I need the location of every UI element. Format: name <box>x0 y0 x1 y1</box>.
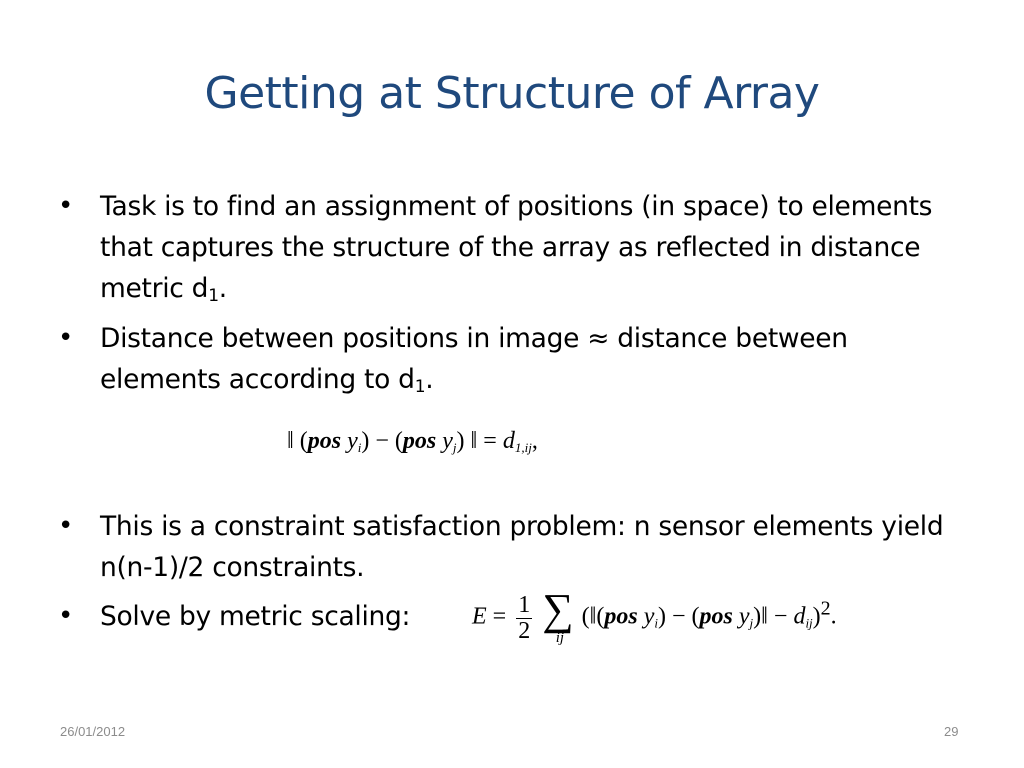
bullet-3 <box>58 506 970 588</box>
bullet-dot: • <box>58 601 74 631</box>
bullet-2-text: Distance between positions in image ≈ distance between elements according to d <box>100 323 848 395</box>
bullet-1-tail: . <box>218 273 227 304</box>
bullet-dot: • <box>58 323 74 353</box>
bullet-1 <box>58 186 970 309</box>
summation: ∑ ij <box>542 585 574 646</box>
bullet-2-subscript: 1 <box>414 377 426 397</box>
bullet-2-tail: . <box>425 364 434 395</box>
bullet-4-text: Solve by metric scaling: <box>100 601 411 632</box>
bullet-1-subscript: 1 <box>208 286 219 306</box>
page-number: 29 <box>944 724 959 739</box>
bullet-3-text: This is a constraint satisfaction problem: n sensor elements yield n(n-1)/2 constraints. <box>100 511 944 583</box>
footer-date: 26/01/2012 <box>60 724 126 739</box>
metric-scaling-equation: E = $\frac{1}{2}$ ∑ ij (‖(pos $y_i) - (pos$ $y_j)‖ - d_{ij})^2$. <box>472 585 837 646</box>
slide-title: Getting at Structure of Array <box>204 68 820 119</box>
distance-equation: ‖ (pos $y_i) - (pos$ $y_j$) ‖ = $d_{1,ij}$, <box>287 428 538 455</box>
bullet-dot: • <box>58 511 74 541</box>
one-half-fraction: $\frac{1}{2}$ <box>518 591 531 644</box>
bullet-dot: • <box>58 191 74 221</box>
bullet-1-text: Task is to find an assignment of positions (in space) to elements that captures the structure of the array as reflected in distance metric d <box>100 191 933 304</box>
bullet-2 <box>58 318 970 400</box>
